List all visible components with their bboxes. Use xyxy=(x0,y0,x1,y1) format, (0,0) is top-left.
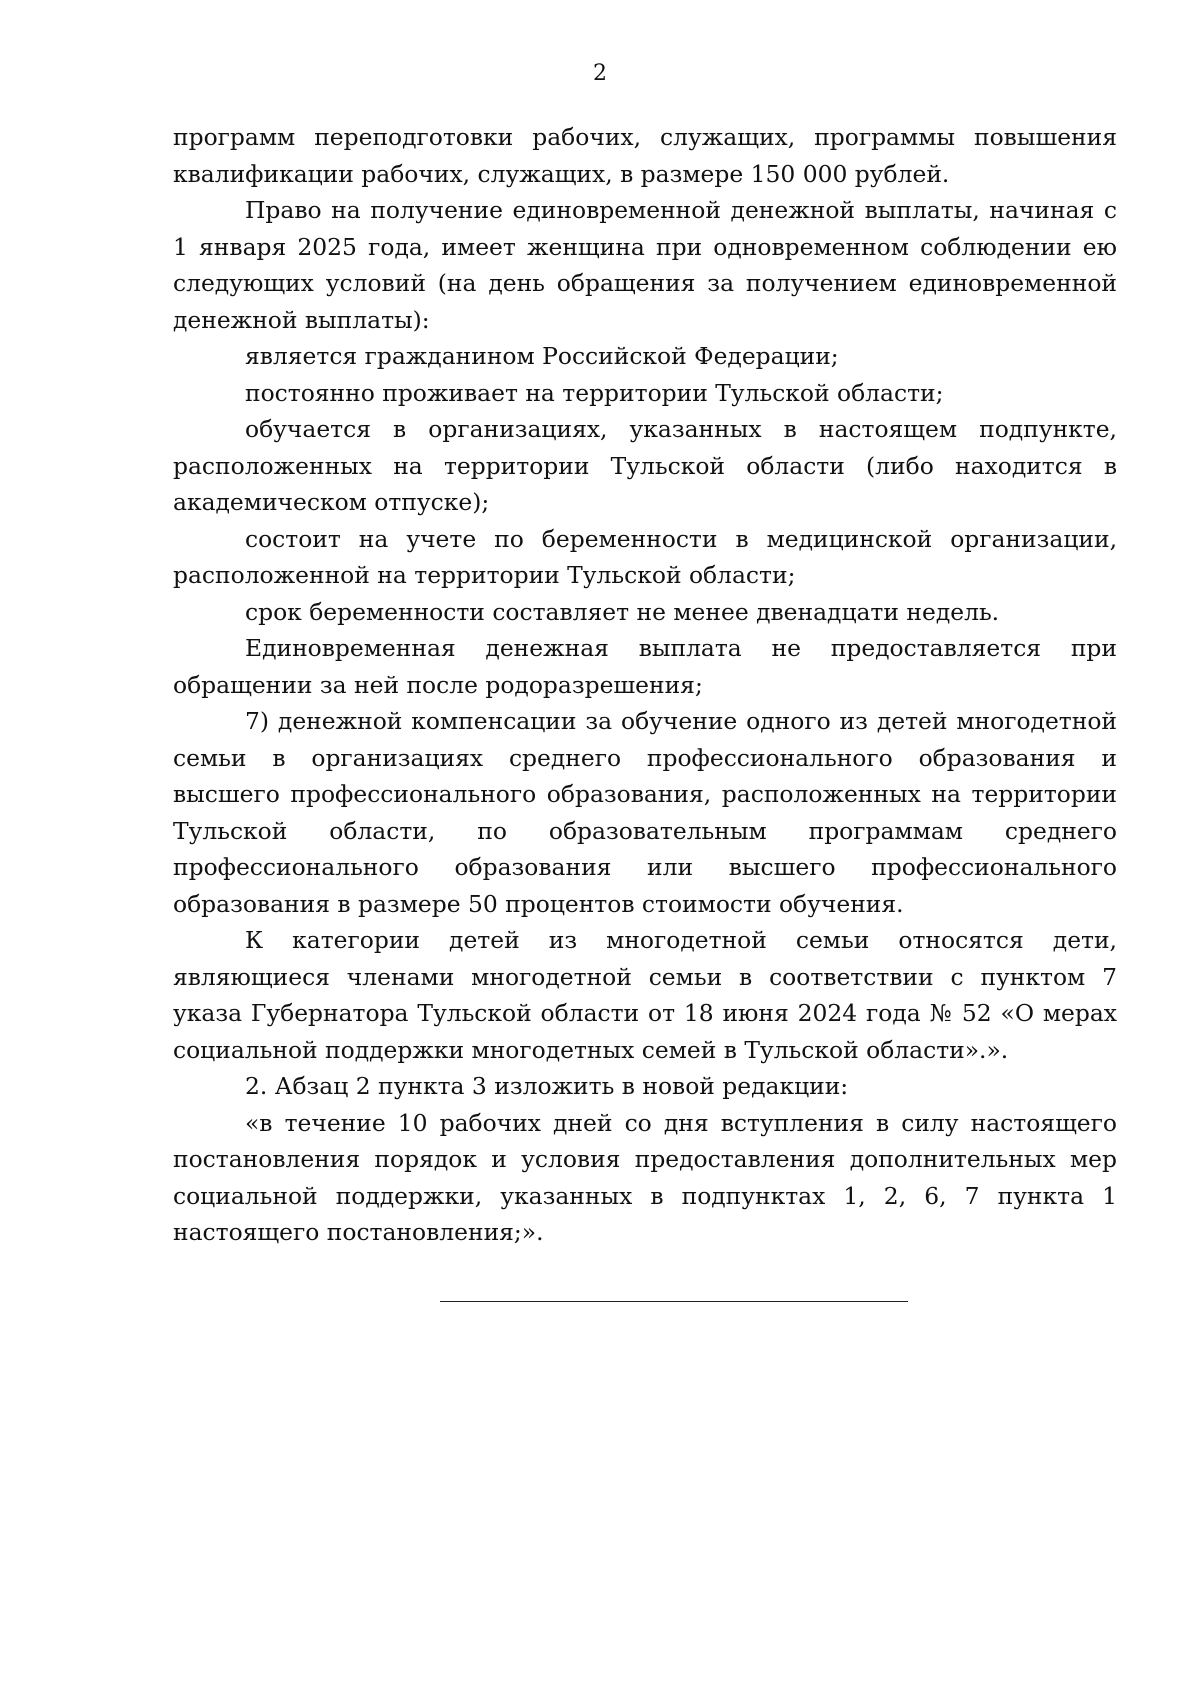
amendment-text: «в течение 10 рабочих дней со дня вступления в силу настоящего постановления порядок и условия предоставления дополнительных мер социальной поддержки, указанных в подпунктах 1, 2, 6, 7 пункта 1 настоящего постановления;». xyxy=(173,1108,1117,1246)
page-number: 2 xyxy=(593,61,607,86)
condition-item: обучается в организациях, указанных в настоящем подпункте, расположенных на территории Тульской области (либо находится в академическом отпуске); xyxy=(173,415,1117,516)
subpoint-7: 7) денежной компенсации за обучение одного из детей многодетной семьи в организациях среднего профессионального образования и высшего профессионального образования, расположенных на территории Тульской области, по образовательным программам среднего профессионального образования или высшего профессионального образования в размере 50 процентов стоимости обучения. xyxy=(173,707,1117,918)
paragraph: Единовременная денежная выплата не предоставляется при обращении за ней после родоразрешения; xyxy=(173,634,1117,699)
paragraph: К категории детей из многодетной семьи относятся дети, являющиеся членами многодетной семьи в соответствии с пунктом 7 указа Губернатора Тульской области от 18 июня 2024 года № 52 «О мерах социальной поддержки многодетных семей в Тульской области».». xyxy=(173,926,1117,1064)
document-body xyxy=(173,119,1117,1251)
amendment-heading: 2. Абзац 2 пункта 3 изложить в новой редакции: xyxy=(245,1072,849,1100)
paragraph-continuation: программ переподготовки рабочих, служащих, программы повышения квалификации рабочих, служащих, в размере 150 000 рублей. xyxy=(173,123,1117,188)
condition-item: постоянно проживает на территории Тульской области; xyxy=(245,378,944,407)
condition-item: состоит на учете по беременности в медицинской организации, расположенной на территории Тульской области; xyxy=(173,524,1117,589)
end-divider-line xyxy=(440,1301,908,1302)
paragraph: Право на получение единовременной денежной выплаты, начиная с 1 января 2025 года, имеет женщина при одновременном соблюдении ею следующих условий (на день обращения за получением единовременной денежной выплаты): xyxy=(173,196,1117,334)
condition-item: является гражданином Российской Федерации; xyxy=(245,342,839,370)
condition-item: срок беременности составляет не менее двенадцати недель. xyxy=(245,597,1000,626)
